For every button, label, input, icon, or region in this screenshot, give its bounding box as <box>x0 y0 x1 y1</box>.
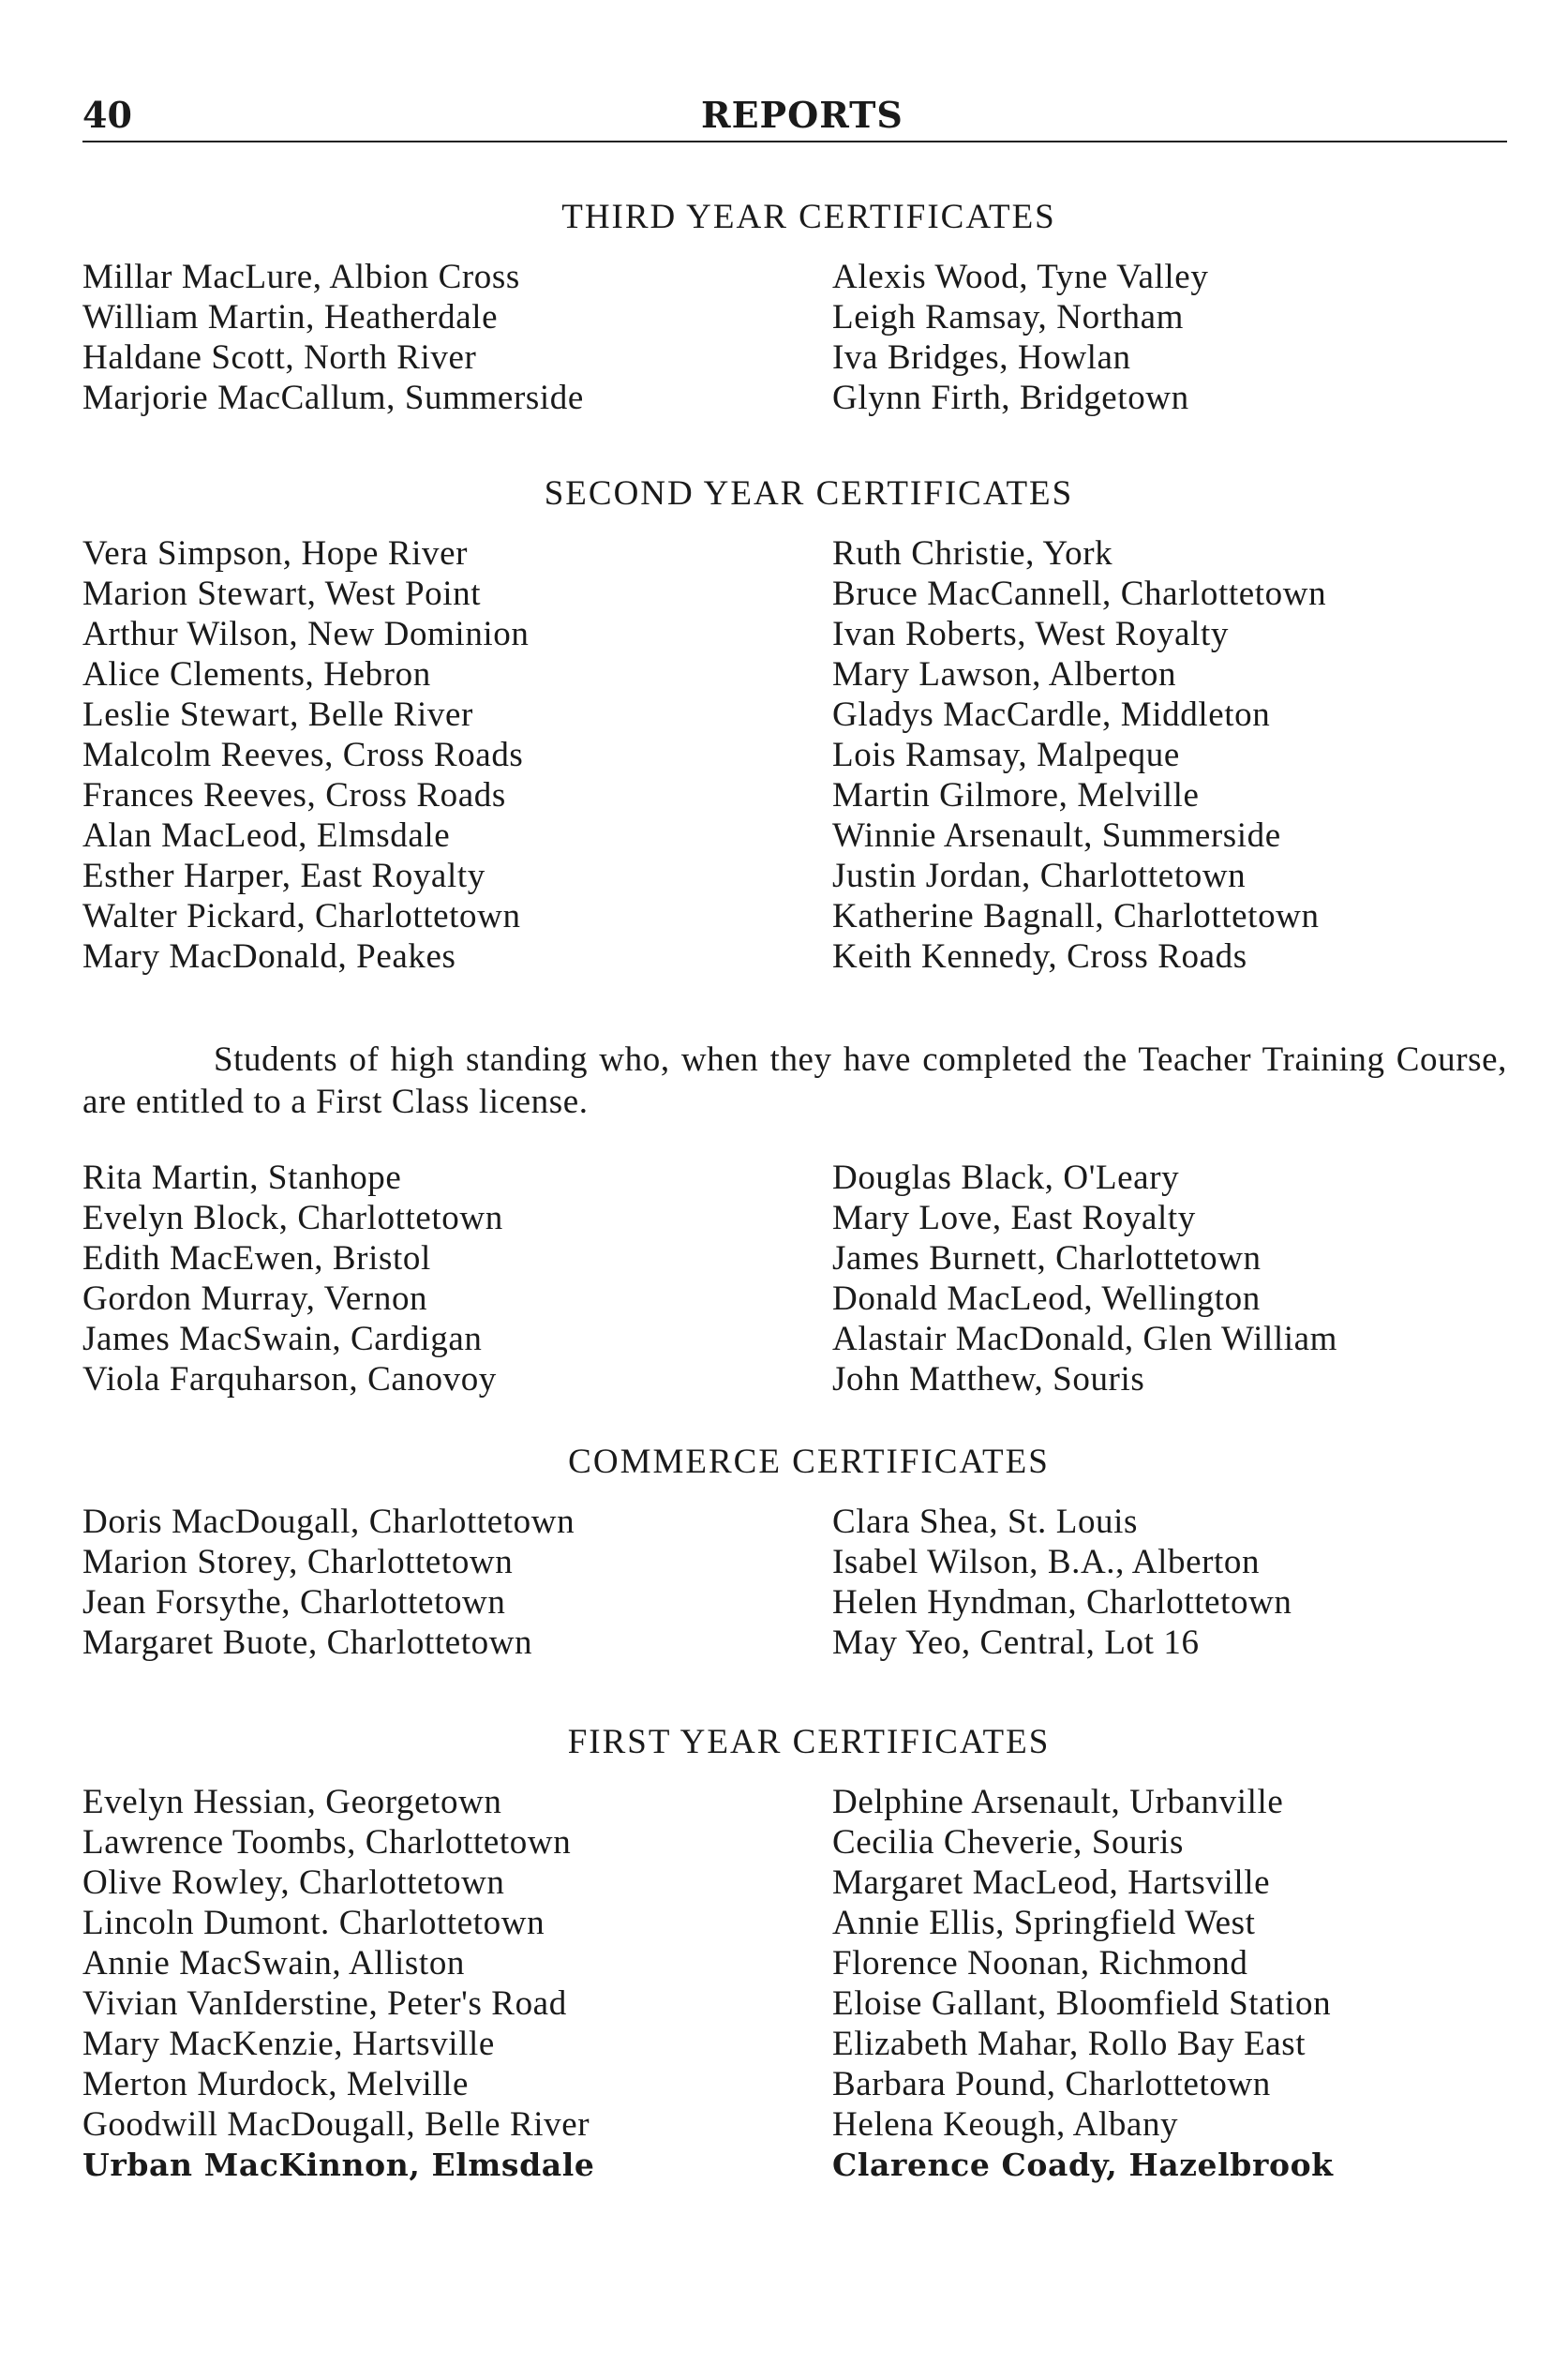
name-entry: Delphine Arsenault, Urbanville <box>832 1783 1284 1821</box>
name-entry: Doris MacDougall, Charlottetown <box>82 1503 575 1541</box>
name-entry: Goodwill MacDougall, Belle River <box>82 2105 590 2144</box>
name-entry: Douglas Black, O'Leary <box>832 1159 1180 1197</box>
name-entry: Annie MacSwain, Alliston <box>82 1944 466 1982</box>
name-list-right <box>832 1502 1507 1663</box>
name-entry: Gladys MacCardle, Middleton <box>832 696 1271 734</box>
name-entry: Florence Noonan, Richmond <box>832 1944 1248 1982</box>
name-list-left <box>82 1782 832 2185</box>
section-heading: SECOND YEAR CERTIFICATES <box>544 474 1074 513</box>
name-entry: Olive Rowley, Charlottetown <box>82 1863 505 1902</box>
name-entry: Arthur Wilson, New Dominion <box>82 615 530 653</box>
section-high-standing <box>82 1158 1507 1399</box>
name-entry: Bruce MacCannell, Charlottetown <box>832 575 1327 613</box>
name-entry: Merton Murdock, Melville <box>82 2065 470 2103</box>
name-entry: Vera Simpson, Hope River <box>82 534 469 573</box>
name-entry: Katherine Bagnall, Charlottetown <box>832 897 1320 935</box>
name-entry: Urban MacKinnon, Elmsdale <box>82 2147 595 2183</box>
name-entry: Lincoln Dumont. Charlottetown <box>82 1904 545 1942</box>
section-heading: FIRST YEAR CERTIFICATES <box>567 1723 1051 1761</box>
name-entry: Evelyn Block, Charlottetown <box>82 1199 503 1237</box>
name-list-left <box>82 533 832 977</box>
name-entry: Justin Jordan, Charlottetown <box>832 857 1247 895</box>
section-commerce <box>82 1442 1507 1663</box>
name-entry: Marjorie MacCallum, Summerside <box>82 379 584 417</box>
header-rule <box>82 141 1507 142</box>
name-entry: Eloise Gallant, Bloomfield Station <box>832 1984 1332 2023</box>
running-head: REPORTS <box>701 94 903 136</box>
name-entry: Winnie Arsenault, Summerside <box>832 816 1281 855</box>
name-entry: Helena Keough, Albany <box>832 2105 1179 2144</box>
name-entry: Malcolm Reeves, Cross Roads <box>82 736 524 774</box>
name-entry: Clarence Coady, Hazelbrook <box>832 2147 1334 2183</box>
name-entry: Esther Harper, East Royalty <box>82 857 485 895</box>
name-entry: Ivan Roberts, West Royalty <box>832 615 1229 653</box>
section-heading: THIRD YEAR CERTIFICATES <box>561 198 1056 236</box>
name-list-right <box>832 1782 1507 2185</box>
name-entry: Mary MacKenzie, Hartsville <box>82 2025 495 2063</box>
name-entry: Alastair MacDonald, Glen William <box>832 1320 1338 1358</box>
name-entry: William Martin, Heatherdale <box>82 298 499 337</box>
name-entry: Iva Bridges, Howlan <box>832 338 1131 377</box>
name-entry: Frances Reeves, Cross Roads <box>82 776 506 815</box>
name-entry: Lois Ramsay, Malpeque <box>832 736 1180 774</box>
name-entry: Vivian VanIderstine, Peter's Road <box>82 1984 567 2023</box>
name-entry: James MacSwain, Cardigan <box>82 1320 483 1358</box>
name-entry: Millar MacLure, Albion Cross <box>82 258 520 296</box>
name-entry: Mary MacDonald, Peakes <box>82 937 456 976</box>
name-entry: Isabel Wilson, B.A., Alberton <box>832 1543 1261 1581</box>
name-entry: Leslie Stewart, Belle River <box>82 696 473 734</box>
name-entry: Mary Love, East Royalty <box>832 1199 1196 1237</box>
name-entry: Alan MacLeod, Elmsdale <box>82 816 451 855</box>
section-second-year <box>82 473 1507 977</box>
name-entry: Glynn Firth, Bridgetown <box>832 379 1189 417</box>
name-entry: Lawrence Toombs, Charlottetown <box>82 1823 572 1862</box>
name-entry: Marion Storey, Charlottetown <box>82 1543 514 1581</box>
name-entry: Edith MacEwen, Bristol <box>82 1239 431 1278</box>
name-list-left <box>82 1158 832 1399</box>
name-entry: Leigh Ramsay, Northam <box>832 298 1184 337</box>
section-third-year <box>82 197 1507 418</box>
name-entry: James Burnett, Charlottetown <box>832 1239 1262 1278</box>
name-entry: Clara Shea, St. Louis <box>832 1503 1139 1541</box>
name-entry: Gordon Murray, Vernon <box>82 1279 428 1318</box>
name-entry: Keith Kennedy, Cross Roads <box>832 937 1247 976</box>
name-entry: Cecilia Cheverie, Souris <box>832 1823 1185 1862</box>
name-entry: Evelyn Hessian, Georgetown <box>82 1783 502 1821</box>
high-standing-text: Students of high standing who, when they have completed the Teacher Training Course, are entitled to a First Class license. <box>82 1040 1507 1121</box>
section-heading: COMMERCE CERTIFICATES <box>568 1443 1050 1481</box>
name-entry: Marion Stewart, West Point <box>82 575 482 613</box>
name-entry: Martin Gilmore, Melville <box>832 776 1200 815</box>
name-list-right <box>832 257 1507 418</box>
name-list-right <box>832 1158 1507 1399</box>
section-first-year <box>82 1722 1507 2185</box>
name-entry: John Matthew, Souris <box>832 1360 1145 1399</box>
name-entry: Jean Forsythe, Charlottetown <box>82 1583 506 1622</box>
name-entry: Donald MacLeod, Wellington <box>832 1279 1261 1318</box>
page-number: 40 <box>82 94 132 136</box>
name-entry: Mary Lawson, Alberton <box>832 655 1177 694</box>
name-entry: Ruth Christie, York <box>832 534 1113 573</box>
name-list-left <box>82 1502 832 1663</box>
name-entry: Rita Martin, Stanhope <box>82 1159 402 1197</box>
name-list-left <box>82 257 832 418</box>
name-entry: Barbara Pound, Charlottetown <box>832 2065 1271 2103</box>
name-entry: Margaret Buote, Charlottetown <box>82 1623 533 1662</box>
page-header <box>82 94 1507 146</box>
name-entry: Alexis Wood, Tyne Valley <box>832 258 1209 296</box>
name-entry: Margaret MacLeod, Hartsville <box>832 1863 1271 1902</box>
name-entry: Elizabeth Mahar, Rollo Bay East <box>832 2025 1307 2063</box>
name-entry: Annie Ellis, Springfield West <box>832 1904 1256 1942</box>
name-entry: Helen Hyndman, Charlottetown <box>832 1583 1292 1622</box>
name-list-right <box>832 533 1507 977</box>
name-entry: Viola Farquharson, Canovoy <box>82 1360 497 1399</box>
name-entry: Alice Clements, Hebron <box>82 655 431 694</box>
high-standing-paragraph <box>82 1039 1507 1123</box>
name-entry: Haldane Scott, North River <box>82 338 477 377</box>
name-entry: Walter Pickard, Charlottetown <box>82 897 521 935</box>
name-entry: May Yeo, Central, Lot 16 <box>832 1623 1200 1662</box>
